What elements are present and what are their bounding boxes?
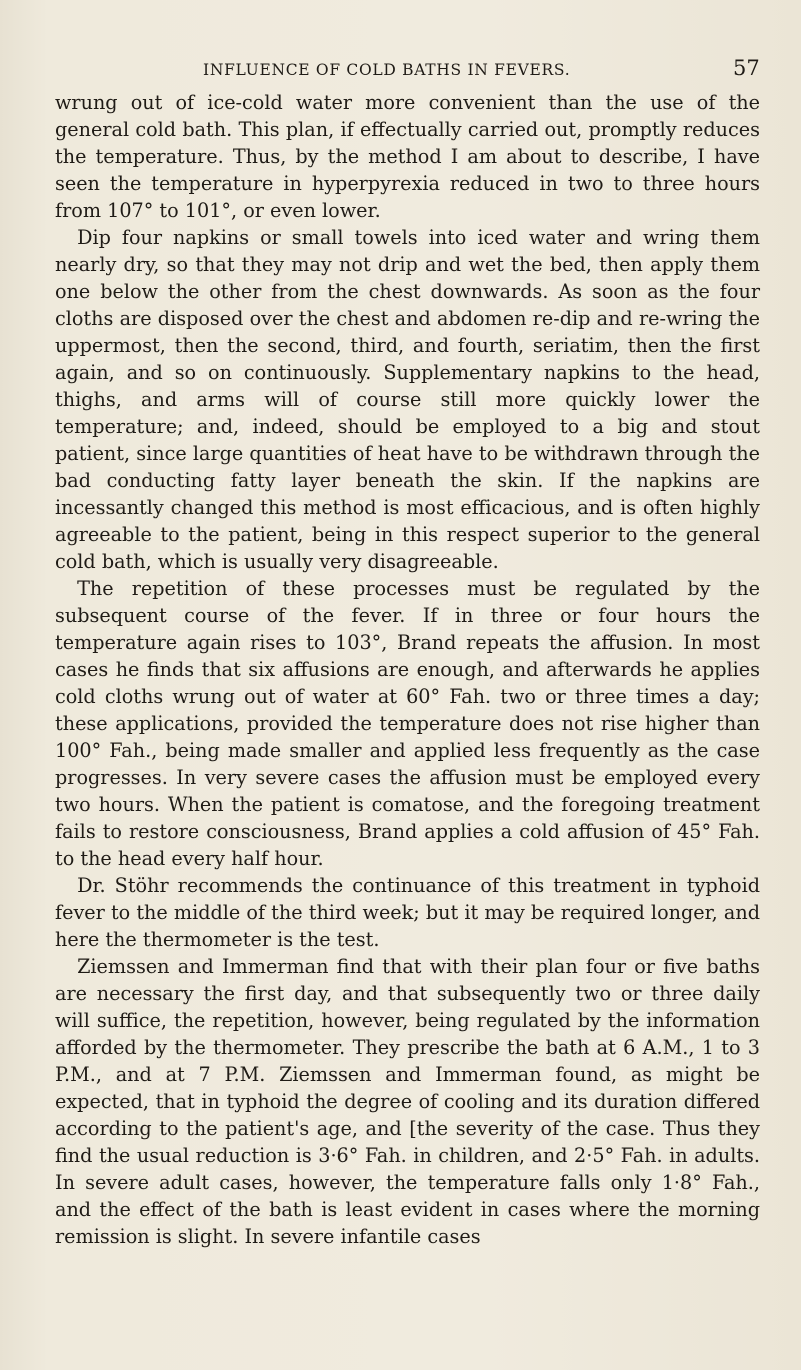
paragraph: Dr. Stöhr recommends the continuance of this treatment in typhoid fever to the middle of the third week; but it may be required longer, and here the thermometer is the test. xyxy=(55,874,760,951)
paragraph: The repetition of these processes must be regulated by the subsequent course of the fever. If in three or four hours the temperature again rises to 103°, Brand repeats the affusion. In most cases he finds that six affusions are enough, and afterwards he applies cold cloths wrung out of water at 60° Fah. two or three times a day; these applications, provided the temperature does not rise higher than 100° Fah., being made smaller and applied less frequently as the case progresses. In very severe cases the affusion must be employed every two hours. When the patient is comatose, and the foregoing treatment fails to restore consciousness, Brand applies a cold affusion of 45° Fah. to the head every half hour. xyxy=(55,577,760,870)
body-text xyxy=(55,89,760,1250)
paragraph: Dip four napkins or small towels into iced water and wring them nearly dry, so that they may not drip and wet the bed, then apply them one below the other from the chest downwards. As soon as the four cloths are disposed over the chest and abdomen re-dip and re-wring the uppermost, then the second, third, and fourth, seriatim, then the first again, and so on continuously. Supplementary napkins to the head, thighs, and arms will of course still more quickly lower the temperature; and, indeed, should be employed to a big and stout patient, since large quantities of heat have to be withdrawn through the bad conducting fatty layer beneath the skin. If the napkins are incessantly changed this method is most efficacious, and is often highly agreeable to the patient, being in this respect superior to the general cold bath, which is usually very disagreeable. xyxy=(55,226,760,573)
page-header xyxy=(0,56,801,80)
paragraph: Ziemssen and Immerman find that with their plan four or five baths are necessary the first day, and that subsequently two or three daily will suffice, the repetition, however, being regulated by the information afforded by the thermometer. They prescribe the bath at 6 A.M., 1 to 3 P.M., and at 7 P.M. Ziemssen and Immerman found, as might be expected, that in typhoid the degree of cooling and its duration differed according to the patient's age, and [the severity of the case. Thus they find the usual reduction is 3·6° Fah. in children, and 2·5° Fah. in adults. In severe adult cases, however, the temperature falls only 1·8° Fah., and the effect of the bath is least evident in cases where the morning remission is slight. In severe infantile cases xyxy=(55,955,760,1248)
running-head: INFLUENCE OF COLD BATHS IN FEVERS. xyxy=(203,61,571,79)
page-number: 57 xyxy=(733,56,760,80)
paragraph: wrung out of ice-cold water more convenient than the use of the general cold bath. This plan, if effectually carried out, promptly reduces the temperature. Thus, by the method I am about to describe, I have seen the temperature in hyperpyrexia reduced in two to three hours from 107° to 101°, or even lower. xyxy=(55,91,760,222)
